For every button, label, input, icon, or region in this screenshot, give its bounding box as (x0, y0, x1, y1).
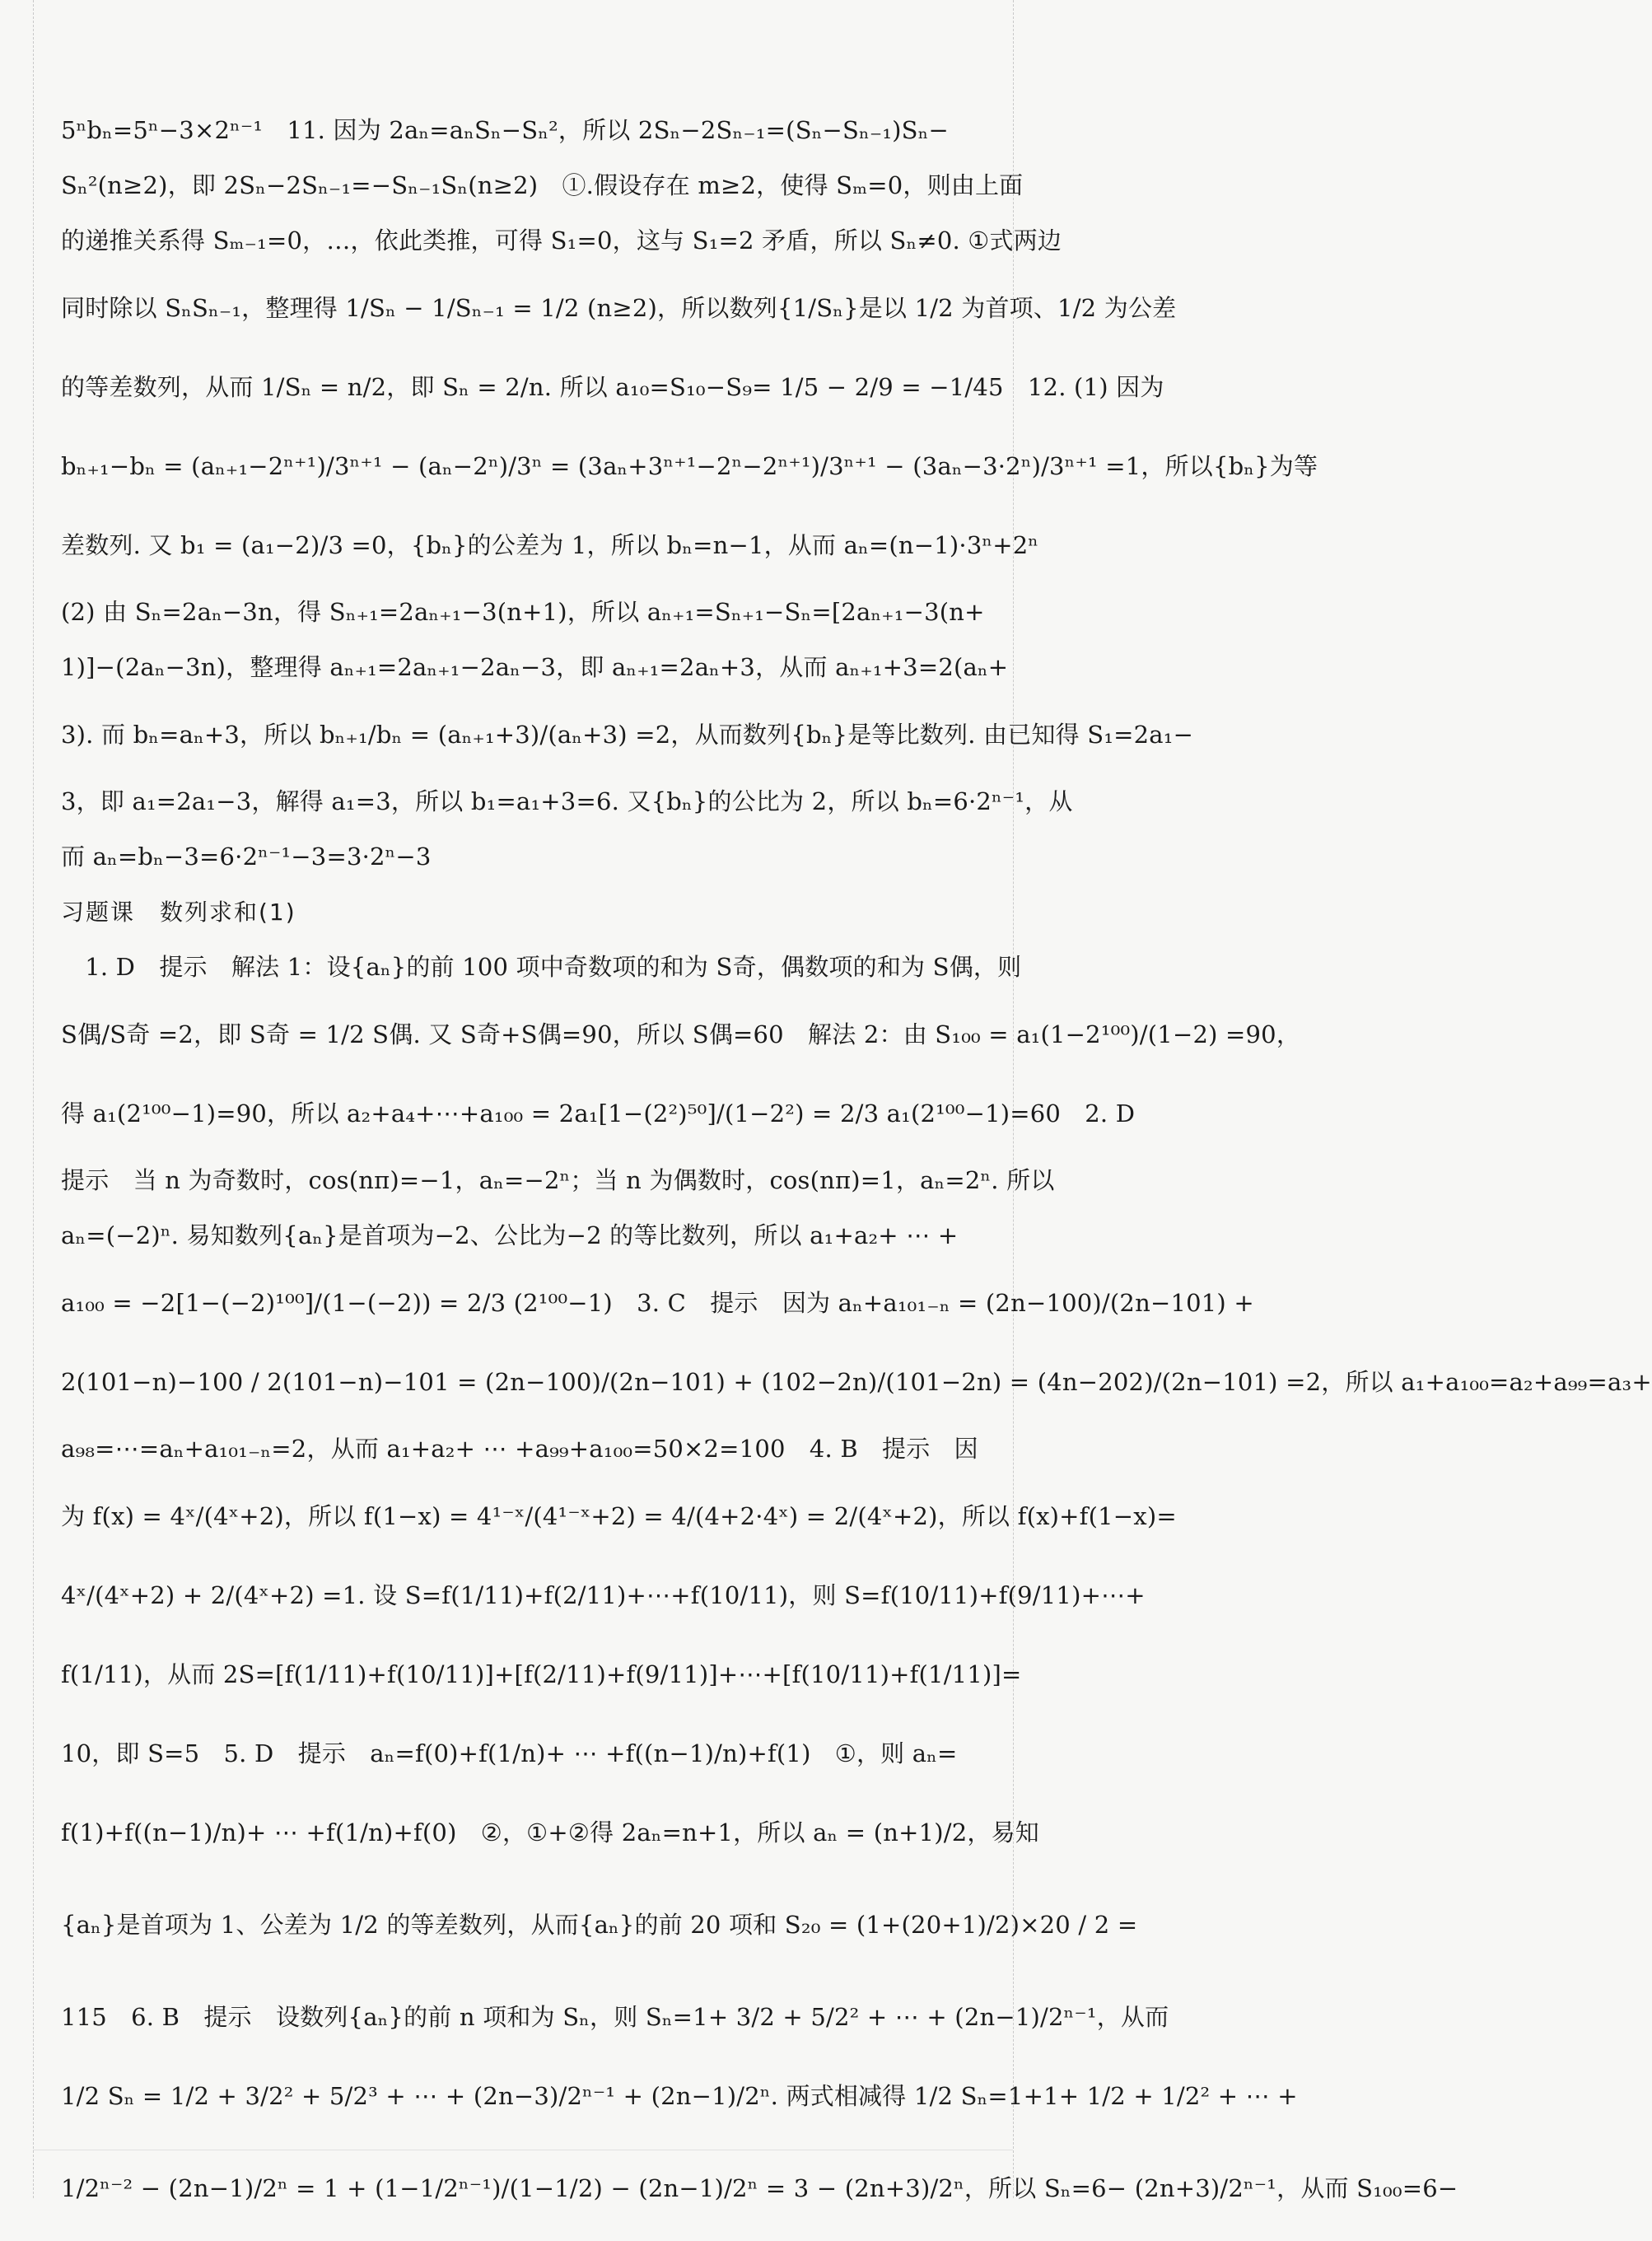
text-line: (2) 由 Sₙ=2aₙ−3n，得 Sₙ₊₁=2aₙ₊₁−3(n+1)，所以 aₙ₊₁=Sₙ₊₁−Sₙ=[2aₙ₊₁−3(n+ (61, 598, 985, 626)
section-title: 习题课 数列求和(1) (61, 899, 296, 926)
text-line: Sₙ²(n≥2)，即 2Sₙ−2Sₙ₋₁=−Sₙ₋₁Sₙ(n≥2) ①.假设存在 m≥2，使得 Sₘ=0，则由上面 (61, 171, 1024, 199)
text-line: 1. D 提示 解法 1：设{aₙ}的前 100 项中奇数项的和为 S奇，偶数项的和为 S偶，则 (61, 953, 1022, 981)
text-line: 3). 而 bₙ=aₙ+3，所以 bₙ₊₁/bₙ = (aₙ₊₁+3)/(aₙ+3) =2，从而数列{bₙ}是等比数列. 由已知得 S₁=2a₁− (61, 721, 1194, 749)
text-line: a₉₈=⋯=aₙ+a₁₀₁₋ₙ=2，从而 a₁+a₂+ ⋯ +a₉₉+a₁₀₀=50×2=100 4. B 提示 因 (61, 1435, 978, 1463)
text-line: 差数列. 又 b₁ = (a₁−2)/3 =0，{bₙ}的公差为 1，所以 bₙ=n−1，从而 aₙ=(n−1)·3ⁿ+2ⁿ (61, 531, 1039, 559)
text-line: 10，即 S=5 5. D 提示 aₙ=f(0)+f(1/n)+ ⋯ +f((n−1)/n)+f(1) ①，则 aₙ= (61, 1739, 958, 1767)
text-line: 而 aₙ=bₙ−3=6·2ⁿ⁻¹−3=3·2ⁿ−3 (61, 843, 432, 871)
text-line: 1/2 Sₙ = 1/2 + 3/2² + 5/2³ + ⋯ + (2n−3)/2ⁿ⁻¹ + (2n−1)/2ⁿ. 两式相减得 1/2 Sₙ=1+1+ 1/2 + 1/2² + ⋯ + (61, 2082, 1298, 2110)
text-line: f(1/11)，从而 2S=[f(1/11)+f(10/11)]+[f(2/11)+f(9/11)]+⋯+[f(10/11)+f(1/11)]= (61, 1660, 1022, 1688)
text-line: 3，即 a₁=2a₁−3，解得 a₁=3，所以 b₁=a₁+3=6. 又{bₙ}的公比为 2，所以 bₙ=6·2ⁿ⁻¹，从 (61, 787, 1073, 815)
text-line: 得 a₁(2¹⁰⁰−1)=90，所以 a₂+a₄+⋯+a₁₀₀ = 2a₁[1−(2²)⁵⁰]/(1−2²) = 2/3 a₁(2¹⁰⁰−1)=60 2. D (61, 1099, 1136, 1128)
text-line: 为 f(x) = 4ˣ/(4ˣ+2)，所以 f(1−x) = 4¹⁻ˣ/(4¹⁻ˣ+2) = 4/(4+2·4ˣ) = 2/(4ˣ+2)，所以 f(x)+f(1−x)= (61, 1502, 1177, 1530)
text-line: S偶/S奇 =2，即 S奇 = 1/2 S偶. 又 S奇+S偶=90，所以 S偶=60 解法 2：由 S₁₀₀ = a₁(1−2¹⁰⁰)/(1−2) =90， (61, 1020, 1301, 1048)
text-line: 1)]−(2aₙ−3n)，整理得 aₙ₊₁=2aₙ₊₁−2aₙ−3，即 aₙ₊₁=2aₙ+3，从而 aₙ₊₁+3=2(aₙ+ (61, 653, 1009, 681)
text-line: 1/2ⁿ⁻² − (2n−1)/2ⁿ = 1 + (1−1/2ⁿ⁻¹)/(1−1/2) − (2n−1)/2ⁿ = 3 − (2n+3)/2ⁿ，所以 Sₙ=6− (2n+3)/2ⁿ⁻¹，从而 S₁₀₀=6− (61, 2174, 1458, 2202)
text-line: a₁₀₀ = −2[1−(−2)¹⁰⁰]/(1−(−2)) = 2/3 (2¹⁰⁰−1) 3. C 提示 因为 aₙ+a₁₀₁₋ₙ = (2n−100)/(2n−101) + (61, 1289, 1254, 1317)
text-line: aₙ=(−2)ⁿ. 易知数列{aₙ}是首项为−2、公比为−2 的等比数列，所以 a₁+a₂+ ⋯ + (61, 1221, 959, 1249)
text-line: 的递推关系得 Sₘ₋₁=0，…，依此类推，可得 S₁=0，这与 S₁=2 矛盾，所以 Sₙ≠0. ①式两边 (61, 226, 1062, 254)
text-line: 115 6. B 提示 设数列{aₙ}的前 n 项和为 Sₙ，则 Sₙ=1+ 3/2 + 5/2² + ⋯ + (2n−1)/2ⁿ⁻¹，从而 (61, 2003, 1169, 2031)
text-line: 提示 当 n 为奇数时，cos(nπ)=−1，aₙ=−2ⁿ；当 n 为偶数时，cos(nπ)=1，aₙ=2ⁿ. 所以 (61, 1166, 1055, 1194)
text-line: 同时除以 SₙSₙ₋₁，整理得 1/Sₙ − 1/Sₙ₋₁ = 1/2 (n≥2)，所以数列{1/Sₙ}是以 1/2 为首项、1/2 为公差 (61, 294, 1177, 322)
text-line: 4ˣ/(4ˣ+2) + 2/(4ˣ+2) =1. 设 S=f(1/11)+f(2/11)+⋯+f(10/11)，则 S=f(10/11)+f(9/11)+⋯+ (61, 1581, 1146, 1609)
solution-text (61, 103, 1652, 2241)
text-line: bₙ₊₁−bₙ = (aₙ₊₁−2ⁿ⁺¹)/3ⁿ⁺¹ − (aₙ−2ⁿ)/3ⁿ = (3aₙ+3ⁿ⁺¹−2ⁿ−2ⁿ⁺¹)/3ⁿ⁺¹ − (3aₙ−3·2ⁿ)/3ⁿ⁺¹ =1，所以{bₙ}为等 (61, 452, 1318, 480)
text-line: f(1)+f((n−1)/n)+ ⋯ +f(1/n)+f(0) ②，①+②得 2aₙ=n+1，所以 aₙ = (n+1)/2，易知 (61, 1818, 1039, 1846)
left-margin-rule (33, 0, 34, 2198)
text-line: 2(101−n)−100 / 2(101−n)−101 = (2n−100)/(2n−101) + (102−2n)/(101−2n) = (4n−202)/(2n−101) =2，所以 a₁+a₁₀₀=a₂+a₉₉=a₃+ (61, 1368, 1652, 1396)
text-line: 的等差数列，从而 1/Sₙ = n/2，即 Sₙ = 2/n. 所以 a₁₀=S₁₀−S₉= 1/5 − 2/9 = −1/45 12. (1) 因为 (61, 373, 1164, 401)
text-line: 5ⁿbₙ=5ⁿ−3×2ⁿ⁻¹ 11. 因为 2aₙ=aₙSₙ−Sₙ²，所以 2Sₙ−2Sₙ₋₁=(Sₙ−Sₙ₋₁)Sₙ− (61, 116, 949, 144)
text-line: {aₙ}是首项为 1、公差为 1/2 的等差数列，从而{aₙ}的前 20 项和 S₂₀ = (1+(20+1)/2)×20 / 2 = (61, 1911, 1138, 1939)
